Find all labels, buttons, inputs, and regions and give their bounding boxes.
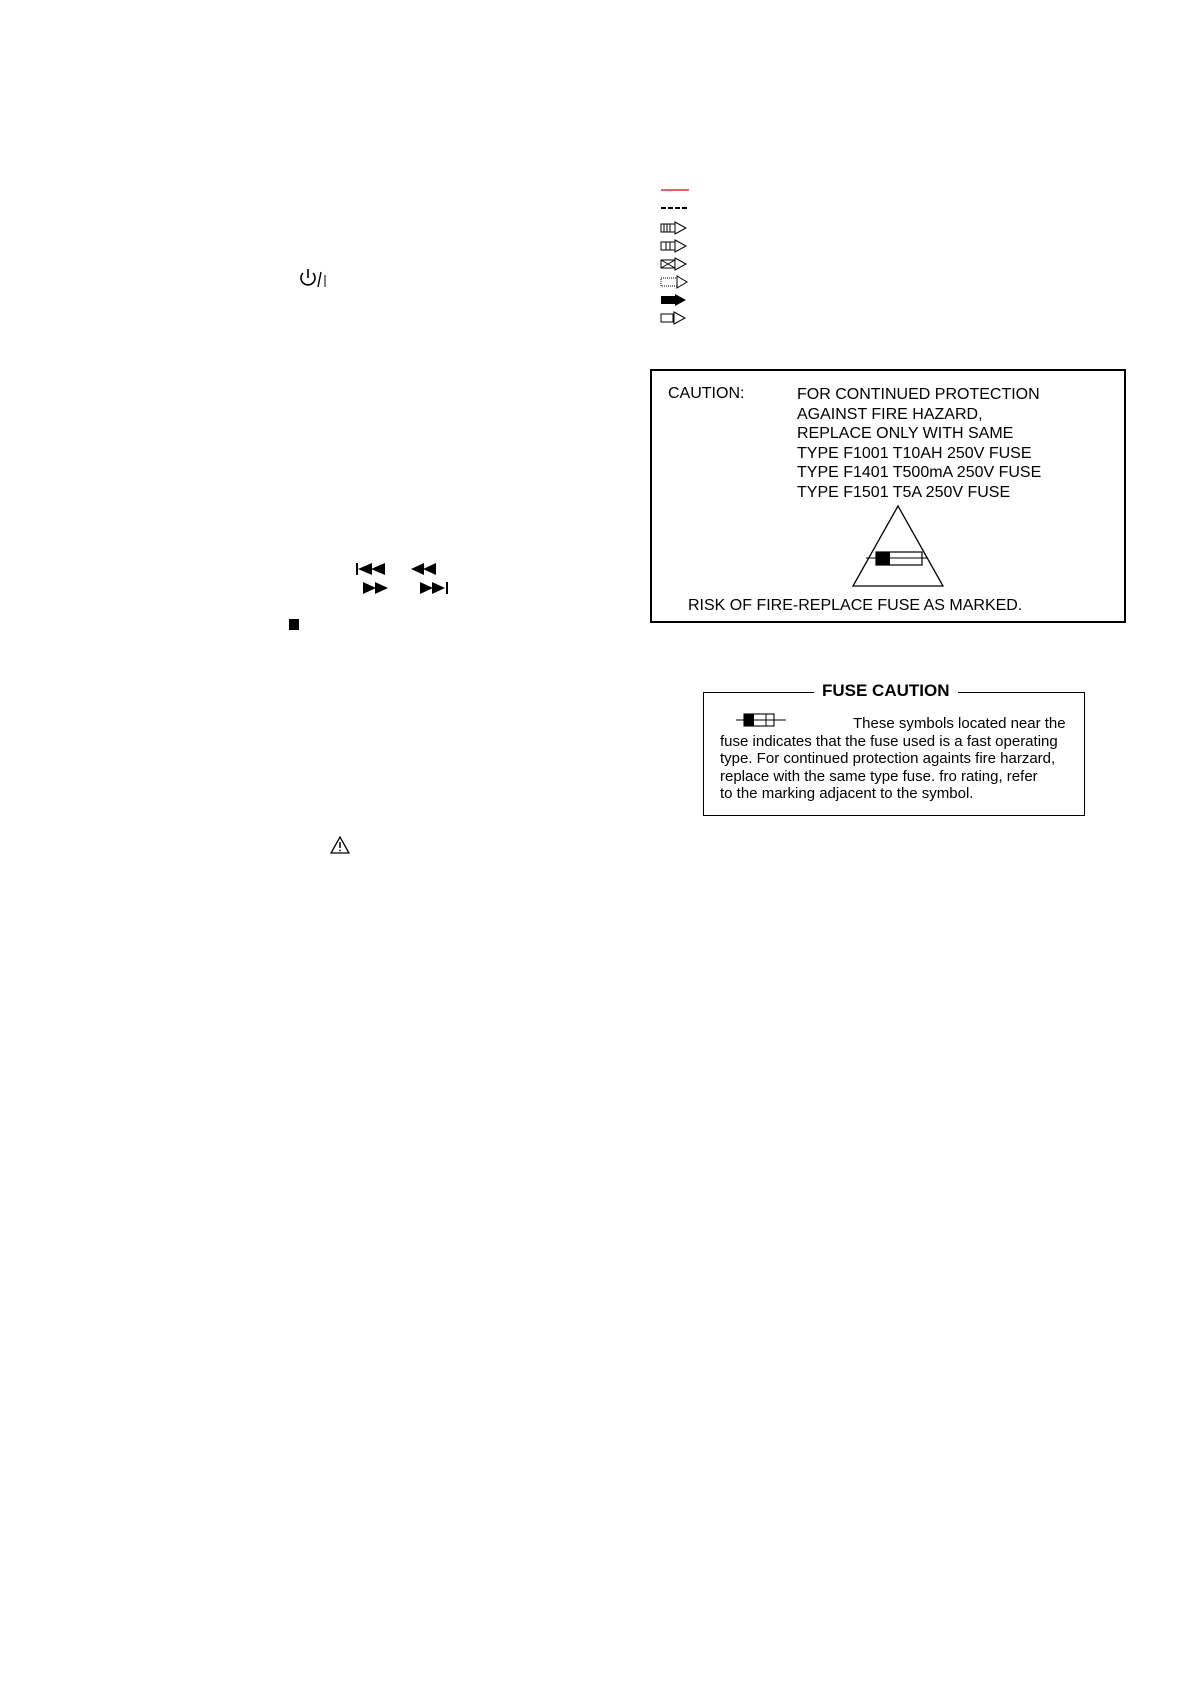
transport-symbols	[356, 562, 456, 601]
fuse-caution-title: FUSE CAUTION	[814, 681, 958, 701]
caution-label: CAUTION:	[668, 385, 745, 402]
risk-text: RISK OF FIRE-REPLACE FUSE AS MARKED.	[688, 597, 1023, 614]
arrow-crossed-icon	[661, 258, 686, 270]
caution-line: FOR CONTINUED PROTECTION	[797, 386, 1040, 403]
arrow-outline-icon	[661, 312, 685, 324]
fuse-caution-text	[720, 715, 1080, 803]
arrow-grid-icon	[661, 240, 686, 252]
caution-line: TYPE F1401 T500mA 250V FUSE	[797, 464, 1042, 482]
rewind-icon	[411, 563, 436, 575]
caution-line: REPLACE ONLY WITH SAME	[797, 425, 1014, 443]
arrow-solid-icon	[661, 294, 686, 306]
fast-forward-icon	[363, 582, 388, 594]
arrow-hatched-icon	[661, 222, 686, 234]
fuse-text-line: to the marking adjacent to the symbol.	[720, 785, 974, 803]
caution-box	[650, 369, 1126, 623]
arrow-dotted-icon	[661, 276, 687, 288]
caution-text	[797, 385, 1041, 503]
caution-line: TYPE F1001 T10AH 250V FUSE	[797, 444, 1032, 462]
signal-legend	[659, 184, 699, 334]
fuse-text-line: type. For continued protection againts fire harzard,	[720, 750, 1056, 768]
caution-line: AGAINST FIRE HAZARD,	[797, 405, 983, 423]
stop-icon	[289, 619, 299, 630]
fuse-caution-box	[703, 681, 1085, 816]
skip-back-icon	[357, 563, 385, 575]
power-standby-icon	[298, 268, 328, 290]
skip-forward-icon	[420, 582, 447, 594]
warning-triangle-icon	[330, 836, 350, 859]
caution-line: TYPE F1501 T5A 250V FUSE	[797, 483, 1011, 501]
fuse-text-line: These symbols located near the	[853, 715, 1066, 732]
fuse-text-line: fuse indicates that the fuse used is a fast operating	[720, 732, 1058, 750]
fuse-text-line: replace with the same type fuse. fro rating, refer	[720, 767, 1038, 785]
fuse-warning-triangle-icon	[850, 504, 946, 593]
